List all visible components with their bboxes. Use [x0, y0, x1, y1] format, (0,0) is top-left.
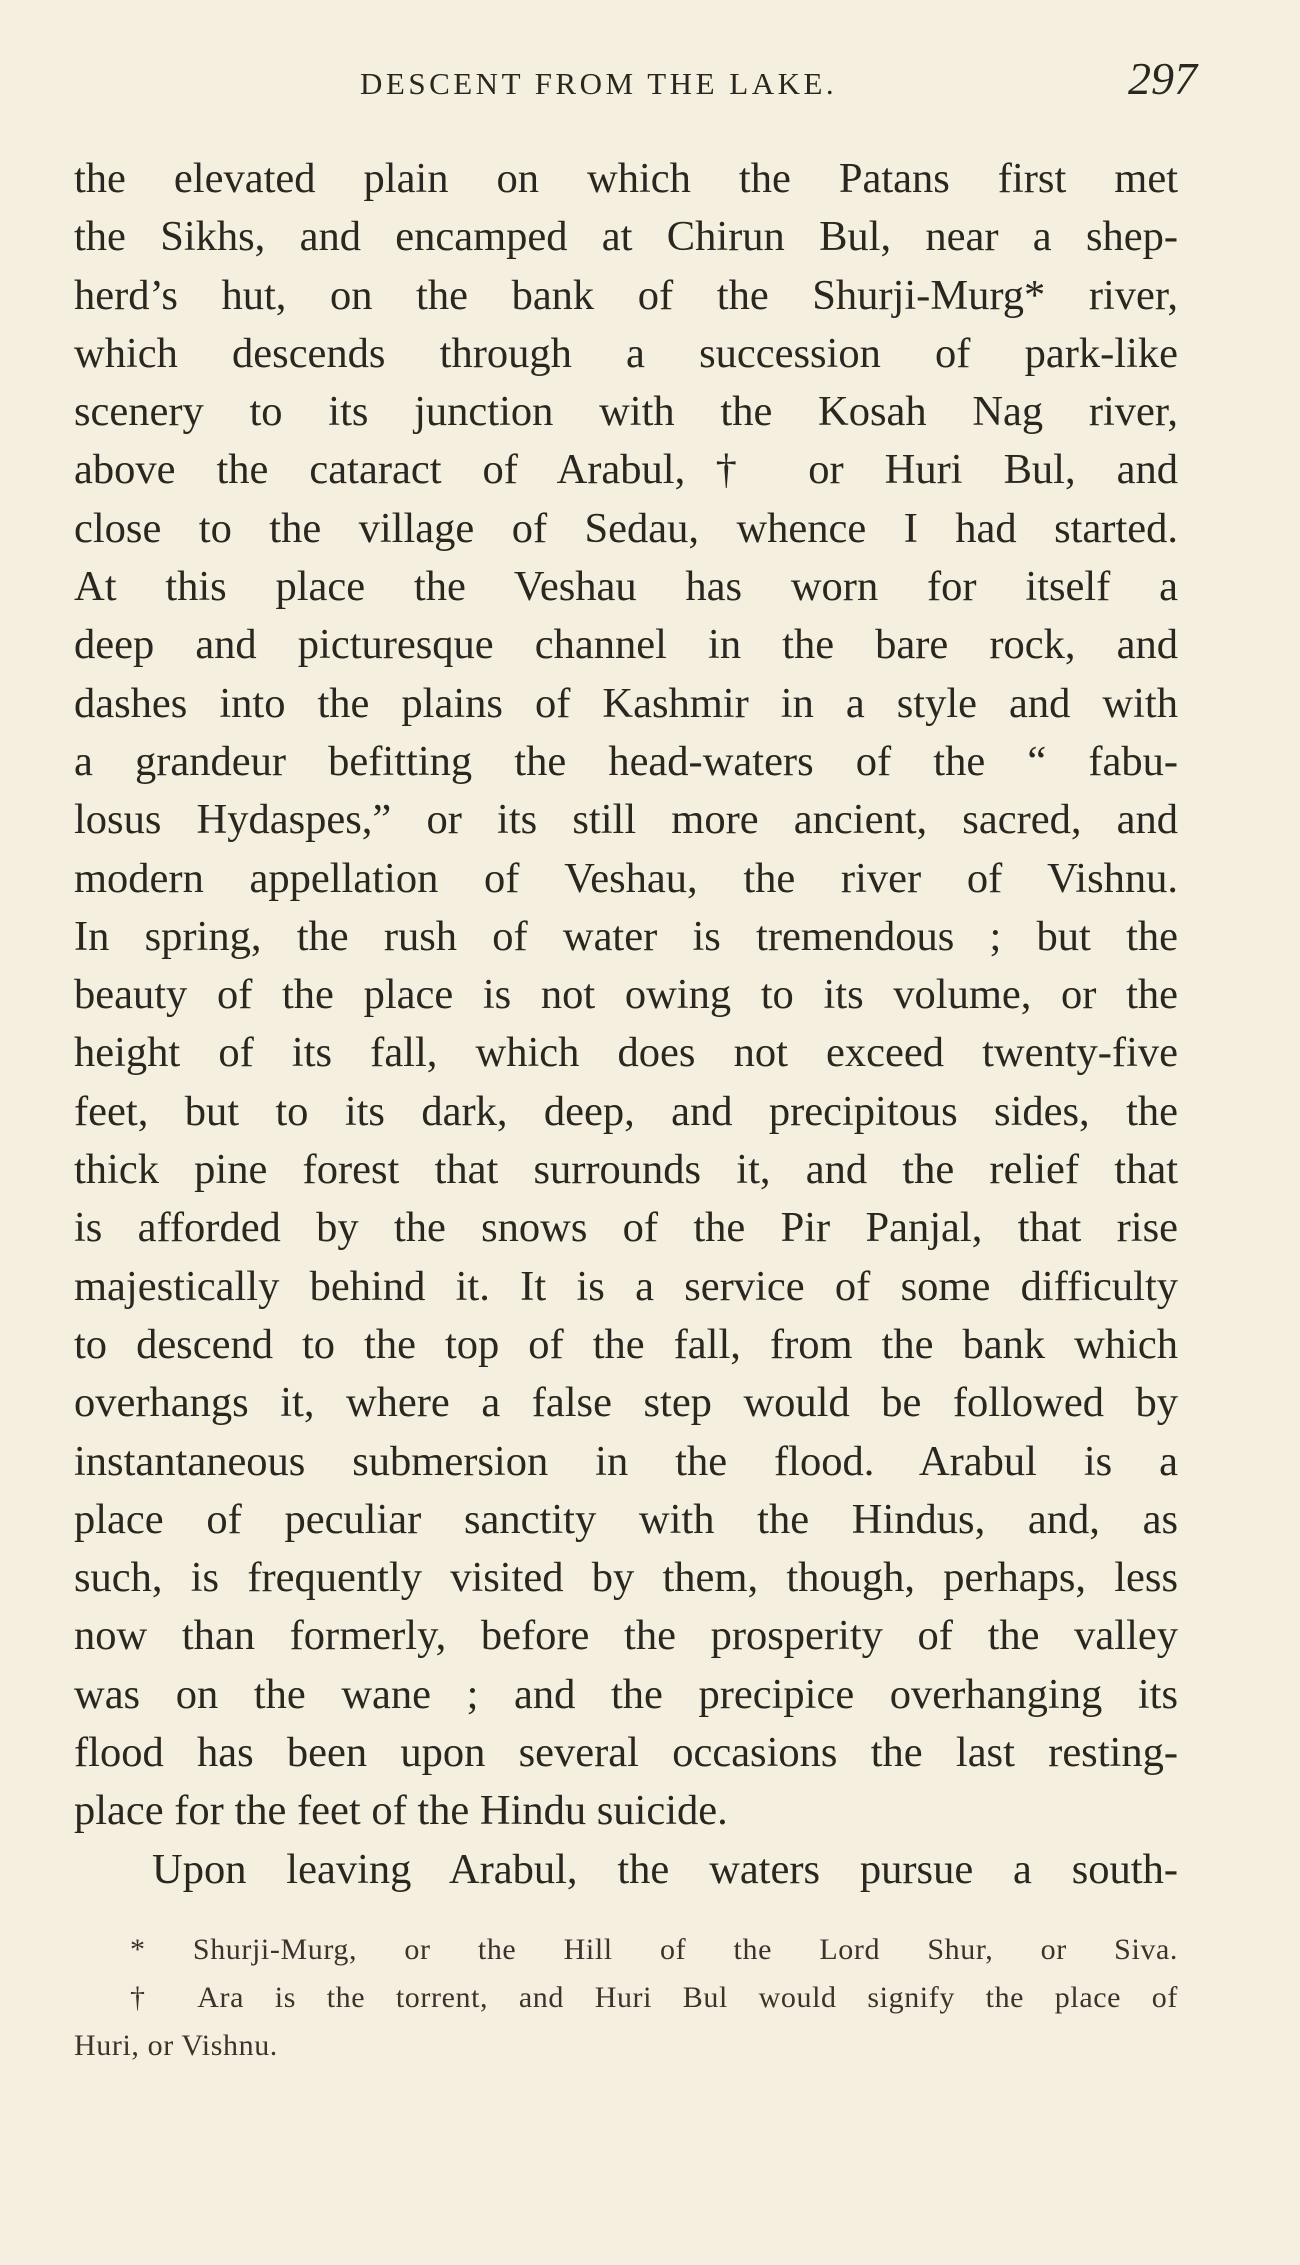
paragraph-last-line: place for the feet of the Hindu suicide.	[74, 1787, 728, 1835]
text-line: was on the wane ; and the precipice overhanging its	[74, 1670, 1178, 1718]
text-line: deep and picturesque channel in the bare rock, and	[74, 621, 1178, 669]
footnote-asterisk: * Shurji-Murg, or the Hill of the Lord Shur, or Siva.	[130, 1933, 1178, 1966]
footnote-dagger-continued: Huri, or Vishnu.	[74, 2029, 278, 2062]
text-line: losus Hydaspes,” or its still more ancient, sacred, and	[74, 796, 1178, 844]
text-line: feet, but to its dark, deep, and precipitous sides, the	[74, 1087, 1178, 1135]
footnote-dagger: † Ara is the torrent, and Huri Bul would signify the place of	[130, 1981, 1178, 2014]
text-line: herd’s hut, on the bank of the Shurji-Murg* river,	[74, 271, 1178, 319]
running-head-title: DESCENT FROM THE LAKE.	[360, 66, 838, 101]
text-line: the Sikhs, and encamped at Chirun Bul, near a shep-	[74, 213, 1178, 261]
text-line: In spring, the rush of water is tremendous ; but the	[74, 912, 1178, 960]
text-line: scenery to its junction with the Kosah Nag river,	[74, 388, 1178, 436]
text-line: height of its fall, which does not exceed twenty-five	[74, 1029, 1178, 1077]
text-line: majestically behind it. It is a service of some difficulty	[74, 1262, 1178, 1310]
paragraph-first-line: Upon leaving Arabul, the waters pursue a south-	[152, 1845, 1178, 1893]
text-line: now than formerly, before the prosperity of the valley	[74, 1612, 1178, 1660]
text-line: above the cataract of Arabul,† or Huri Bul, and	[74, 446, 1178, 494]
text-line: flood has been upon several occasions the last resting-	[74, 1729, 1178, 1777]
text-line: such, is frequently visited by them, though, perhaps, less	[74, 1554, 1178, 1602]
text-line: dashes into the plains of Kashmir in a style and with	[74, 679, 1178, 727]
footnotes	[74, 1926, 1178, 2070]
text-line: which descends through a succession of park-like	[74, 329, 1178, 377]
text-line: At this place the Veshau has worn for itself a	[74, 563, 1178, 611]
text-line: place of peculiar sanctity with the Hindus, and, as	[74, 1495, 1178, 1543]
text-line: beauty of the place is not owing to its volume, or the	[74, 971, 1178, 1019]
text-line: close to the village of Sedau, whence I had started.	[74, 504, 1178, 552]
page-number: 297	[1128, 53, 1197, 104]
text-line: instantaneous submersion in the flood. Arabul is a	[74, 1437, 1178, 1485]
text-line: modern appellation of Veshau, the river of Vishnu.	[74, 854, 1178, 902]
text-line: to descend to the top of the fall, from the bank which	[74, 1320, 1178, 1368]
text-line: thick pine forest that surrounds it, and the relief that	[74, 1146, 1178, 1194]
text-line: is afforded by the snows of the Pir Panjal, that rise	[74, 1204, 1178, 1252]
text-line: a grandeur befitting the head-waters of the “ fabu-	[74, 737, 1178, 785]
text-line: the elevated plain on which the Patans first met	[74, 155, 1178, 202]
body-text	[74, 150, 1178, 1899]
text-line: overhangs it, where a false step would be followed by	[74, 1379, 1178, 1427]
